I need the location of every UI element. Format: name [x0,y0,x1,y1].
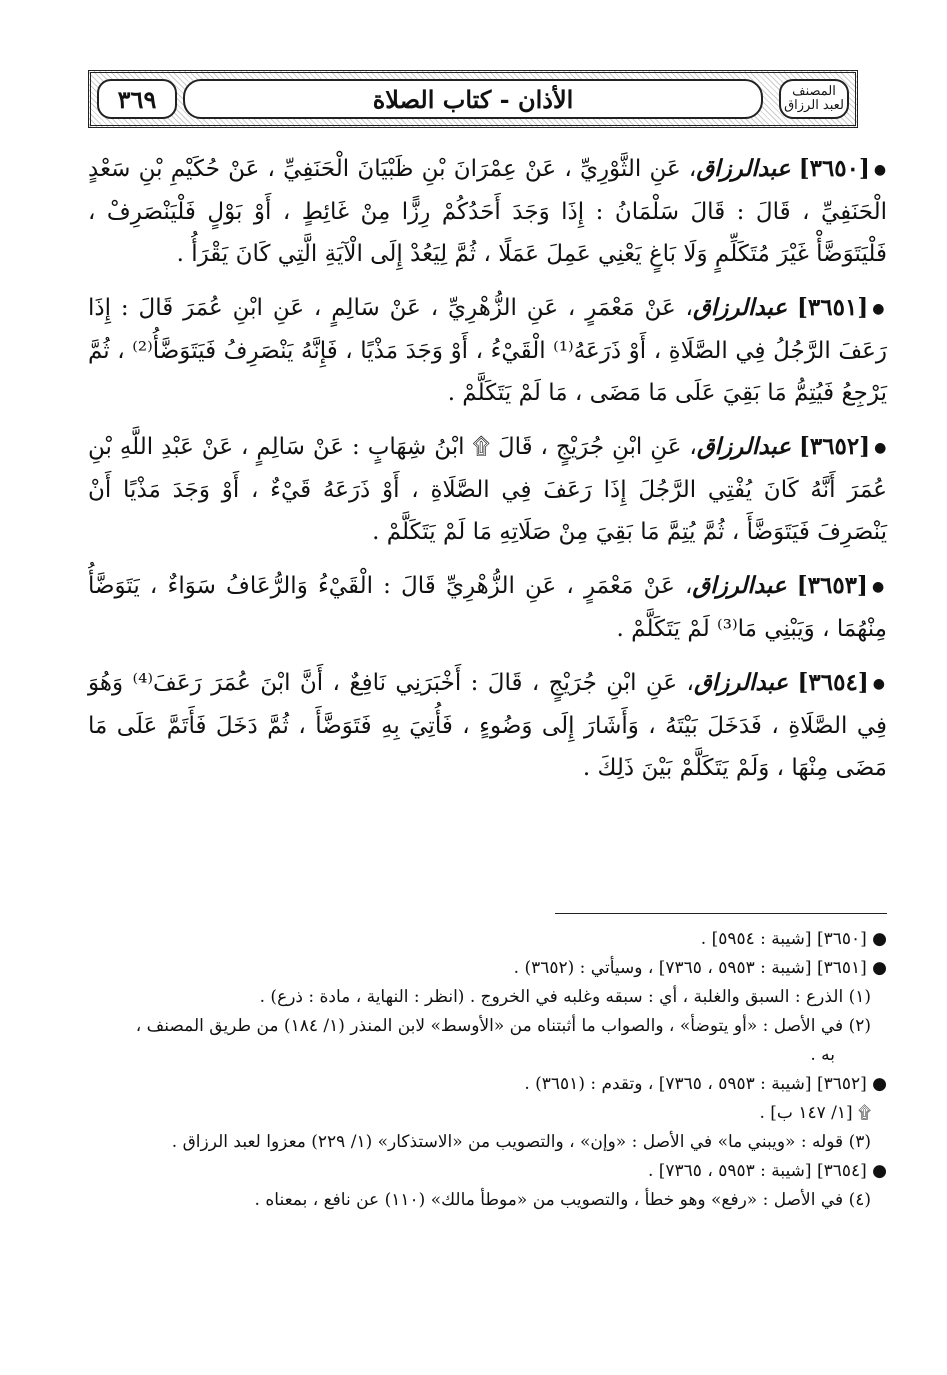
hadith-source: عبدالرزاق [692,572,787,599]
bullet-icon: ● [871,579,888,595]
hadith-number: [٣٦٥٢] [798,433,871,460]
page-number: ٣٦٩ [97,79,177,119]
hadith-source: عبدالرزاق [696,433,791,460]
page-header [88,70,858,128]
bullet-icon: ● [872,676,888,692]
footnote-divider [555,913,887,914]
hadith-source: عبدالرزاق [696,155,791,182]
hadith-entry [88,148,887,275]
footnote: (٤) في الأصل : «رفع» وهو خطأ ، والتصويب من «موطأ مالك» (١١٠) عن نافع ، بمعناه . [254,1190,871,1210]
bullet-icon: ● [874,440,888,456]
footnote: ● [٣٦٥٤] [شيبة : ٥٩٥٣ ، ٧٣٦٥] . [647,1161,887,1181]
hadith-number: [٣٦٥٠] [798,155,870,182]
hadith-text: ، عَنْ مَعْمَرٍ ، عَنِ الزُّهْرِيِّ قَالَ : الْقَيْءُ وَالرُّعَافُ سَوَاءٌ ، يَتَوَضَّأُ مِنْهُمَا ، وَيَبْنِي مَا⁽³⁾ لَمْ يَتَكَلَّمْ . [88,573,887,642]
hadith-text: ، عَنِ ابْنِ جُرَيْجٍ ، قَالَ : أَخْبَرَنِي نَافِعٌ ، أَنَّ ابْنَ عُمَرَ رَعَفَ⁽⁴⁾ وَهُوَ فِي الصَّلَاةِ ، فَدَخَلَ بَيْتَهُ ، وَأَشَارَ إِلَى وَضُوءٍ ، فَأُتِيَ بِهِ فَتَوَضَّأَ ، ثُمَّ دَخَلَ فَأَتَمَّ عَلَى مَا مَضَى مِنْهَا ، وَلَمْ يَتَكَلَّمْ بَيْنَ ذَلِكَ . [88,670,887,781]
hadith-entry [88,565,887,650]
hadith-text: ، عَنِ الثَّوْرِيِّ ، عَنْ عِمْرَانَ بْنِ ظَبْيَانَ الْحَنَفِيِّ ، عَنْ حُكَيْمِ بْنِ سَعْدٍ الْحَنَفِيِّ ، قَالَ : قَالَ سَلْمَانُ : إِذَا وَجَدَ أَحَدُكُمْ رِزًّا مِنْ غَائِطٍ ، أَوْ بَوْلٍ فَلْيَنْصَرِفْ ، فَلْيَتَوَضَّأْ غَيْرَ مُتَكَلِّمٍ وَلَا بَاغٍ يَعْنِي عَمِلَ عَمَلًا ، ثُمَّ لِيَعُدْ إِلَى الْآيَةِ الَّتِي كَانَ يَقْرَأُ . [88,156,887,267]
footnote: (٢) في الأصل : «أو يتوضأ» ، والصواب ما أثبتناه من «الأوسط» لابن المنذر (١/ ١٨٤) من طريق المصنف ، [135,1016,871,1036]
footnote: ۩ [١/ ١٤٧ ب] . [759,1103,871,1123]
footnote: ● [٣٦٥٢] [شيبة : ٥٩٥٣ ، ٧٣٦٥] ، وتقدم : (٣٦٥١) . [524,1074,887,1094]
hadith-number: [٣٦٥٣] [796,572,868,599]
hadith-source: عبدالرزاق [693,669,789,696]
hadith-number: [٣٦٥٤] [797,669,869,696]
hadith-number: [٣٦٥١] [797,294,869,321]
bullet-icon: ● [872,301,888,317]
hadith-entry [88,426,887,553]
book-logo: المصنف لعبد الرزاق [779,79,849,119]
chapter-title: الأذان - كتاب الصلاة [183,79,763,119]
footnote: (١) الذرع : السبق والغلبة ، أي : سبقه وغلبه في الخروج . (انظر : النهاية ، مادة : ذرع) . [259,987,871,1007]
hadith-entry [88,662,887,789]
hadith-text: ، عَنِ ابْنِ جُرَيْجٍ ، قَالَ ۩ ابْنُ شِهَابٍ : عَنْ سَالِمٍ ، عَنْ عَبْدِ اللَّهِ بْنِ عُمَرَ أَنَّهُ كَانَ يُفْتِي الرَّجُلَ إِذَا رَعَفَ فِي الصَّلَاةِ ، أَوْ ذَرَعَهُ قَيْءٌ ، أَوْ وَجَدَ مَذْيًا أَنْ يَنْصَرِفَ فَيَتَوَضَّأَ ، ثُمَّ يُتِمَّ مَا بَقِيَ مِنْ صَلَاتِهِ مَا لَمْ يَتَكَلَّمْ . [88,434,887,545]
footnote: ● [٣٦٥١] [شيبة : ٥٩٥٣ ، ٧٣٦٥] ، وسيأتي : (٣٦٥٢) . [513,958,887,978]
hadith-list [88,148,887,801]
footnotes [88,925,887,1215]
bullet-icon: ● [873,162,888,178]
footnote: ● [٣٦٥٠] [شيبة : ٥٩٥٤] . [700,929,887,949]
footnote: به . [810,1045,835,1065]
footnote: (٣) قوله : «ويبني ما» في الأصل : «وإن» ، والتصويب من «الاستذكار» (١/ ٢٢٩) معزوا لعبد الرزاق . [171,1132,871,1152]
hadith-source: عبدالرزاق [692,294,788,321]
hadith-text: ، عَنْ مَعْمَرٍ ، عَنِ الزُّهْرِيِّ ، عَنْ سَالِمٍ ، عَنِ ابْنِ عُمَرَ قَالَ : إِذَا رَعَفَ الرَّجُلُ فِي الصَّلَاةِ ، أَوْ ذَرَعَهُ⁽¹⁾ الْقَيْءُ ، أَوْ وَجَدَ مَذْيًا ، فَإِنَّهُ يَنْصَرِفُ فَيَتَوَضَّأُ⁽²⁾ ، ثُمَّ يَرْجِعُ فَيُتِمُّ مَا بَقِيَ عَلَى مَا مَضَى ، مَا لَمْ يَتَكَلَّمْ . [88,295,887,406]
hadith-entry [88,287,887,414]
